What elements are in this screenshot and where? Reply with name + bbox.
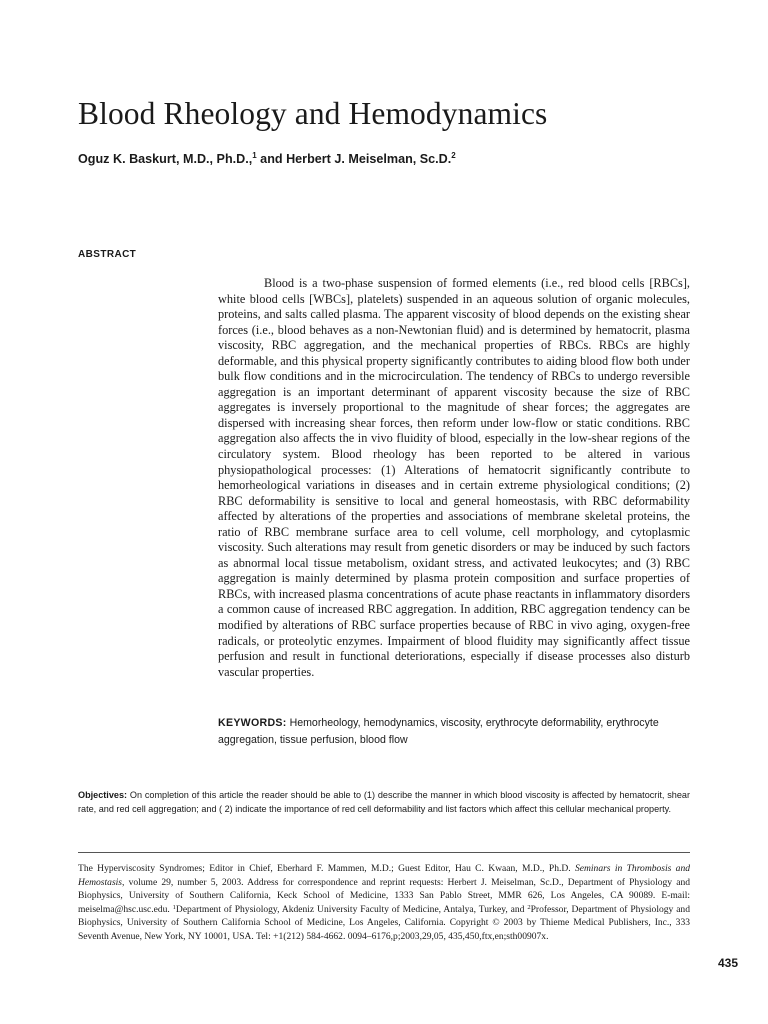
footnote — [78, 862, 690, 943]
author-1: Oguz K. Baskurt, M.D., Ph.D., — [78, 152, 253, 166]
author-1-affiliation-mark: 1 — [252, 151, 257, 160]
abstract-text: Blood is a two-phase suspension of formed elements (i.e., red blood cells [RBCs], white blood cells [WBCs], platelets) suspended in an aqueous solution of organic molecules, proteins, and salts called plasma. The apparent viscosity of blood depends on the existing shear forces (i.e., blood behaves as a non-Newtonian fluid) and is determined by hematocrit, plasma viscosity, RBC aggregation, and the mechanical properties of RBCs. RBCs are highly deformable, and this physical property significantly contributes to aiding blood flow both under bulk flow conditions and in the microcirculation. The tendency of RBCs to undergo reversible aggregation is an important determinant of apparent viscosity because the size of RBC aggregates is inversely proportional to the magnitude of shear forces; the aggregates are dispersed with increasing shear forces, then reform under low-flow or static conditions. RBC aggregation also affects the in vivo fluidity of blood, especially in the low-shear regions of the circulatory system. Blood rheology has been reported to be altered in various physiopathological processes: (1) Alterations of hematocrit significantly contribute to hemorheological variations in diseases and in certain extreme physiological conditions; (2) RBC deformability is sensitive to local and general homeostasis, with RBC deformability affected by alterations of the properties and associations of membrane skeletal proteins, the ratio of RBC membrane surface area to cell volume, cell morphology, and cytoplasmic viscosity. Such alterations may result from genetic disorders or may be induced by such factors as abnormal local tissue metabolism, oxidant stress, and activated leukocytes; and (3) RBC aggregation is mainly determined by plasma protein composition and surface properties of RBCs, with increased plasma concentrations of acute phase reactants in inflammatory disorders a common cause of increased RBC aggregation. In addition, RBC aggregation tendency can be modified by alterations of RBC surface properties because of RBC in vivo aging, oxygen-free radicals, or proteolytic enzymes. Impairment of blood fluidity may significantly affect tissue perfusion and result in functional deteriorations, especially if disease processes also disturb vascular properties. — [218, 276, 690, 679]
footnote-affiliation-1: Department of Physiology, Akdeniz University Faculty of Medicine, Antalya, Turkey, and — [175, 903, 528, 915]
journal-name: Seminars in Thrombosis and Hemostasis — [78, 863, 690, 888]
footnote-correspondence: , volume 29, number 5, 2003. Address for correspondence and reprint requests: Herbert J. Meiselman, Sc.D., Department of Physiology and Biophysics, University of Southern California, Keck School of Medicine, 1333 San Pablo Street, MMR 626, Los Angeles, CA 90089. E-mail: meiselma@hsc.usc.edu. — [78, 876, 690, 915]
keywords-label: KEYWORDS: — [218, 717, 287, 729]
objectives-block — [78, 788, 690, 816]
affiliation-mark-1: 1 — [172, 903, 176, 911]
objectives-text: On completion of this article the reader should be able to (1) describe the manner in which blood viscosity is affected by hematocrit, shear rate, and red cell aggregation; and ( 2) indicate the importance of red cell deformability and list factors which affect this cellular mechanical property. — [78, 790, 690, 815]
author-2-affiliation-mark: 2 — [451, 151, 456, 160]
footnote-divider — [78, 852, 690, 853]
keywords-text: Hemorheology, hemodynamics, viscosity, erythrocyte deformability, erythrocyte aggregation, tissue perfusion, blood flow — [218, 717, 659, 746]
footnote-issue-info: The Hyperviscosity Syndromes; Editor in Chief, Eberhard F. Mammen, M.D.; Guest Editor, Hau C. Kwaan, M.D., Ph.D. — [78, 863, 575, 874]
author-line — [78, 150, 718, 168]
article-title: Blood Rheology and Hemodynamics — [78, 96, 548, 131]
author-2: and Herbert J. Meiselman, Sc.D. — [256, 152, 452, 166]
page-number: 435 — [717, 956, 738, 970]
objectives-label: Objectives: — [78, 790, 128, 800]
affiliation-mark-2: 2 — [527, 903, 531, 911]
abstract-heading: ABSTRACT — [78, 249, 137, 260]
footnote-affiliation-2: Professor, Department of Physiology and Biophysics, University of Southern California School of Medicine, Los Angeles, California. Copyright © 2003 by Thieme Medical Publishers, Inc., 333 Seventh Avenue, New York, NY 10001, USA. Tel: +1(212) 584-4662. 0094–6176,p;2003,29,05, 435,450,ftx,en;sth00907x. — [78, 903, 690, 942]
keywords-block — [218, 715, 690, 749]
